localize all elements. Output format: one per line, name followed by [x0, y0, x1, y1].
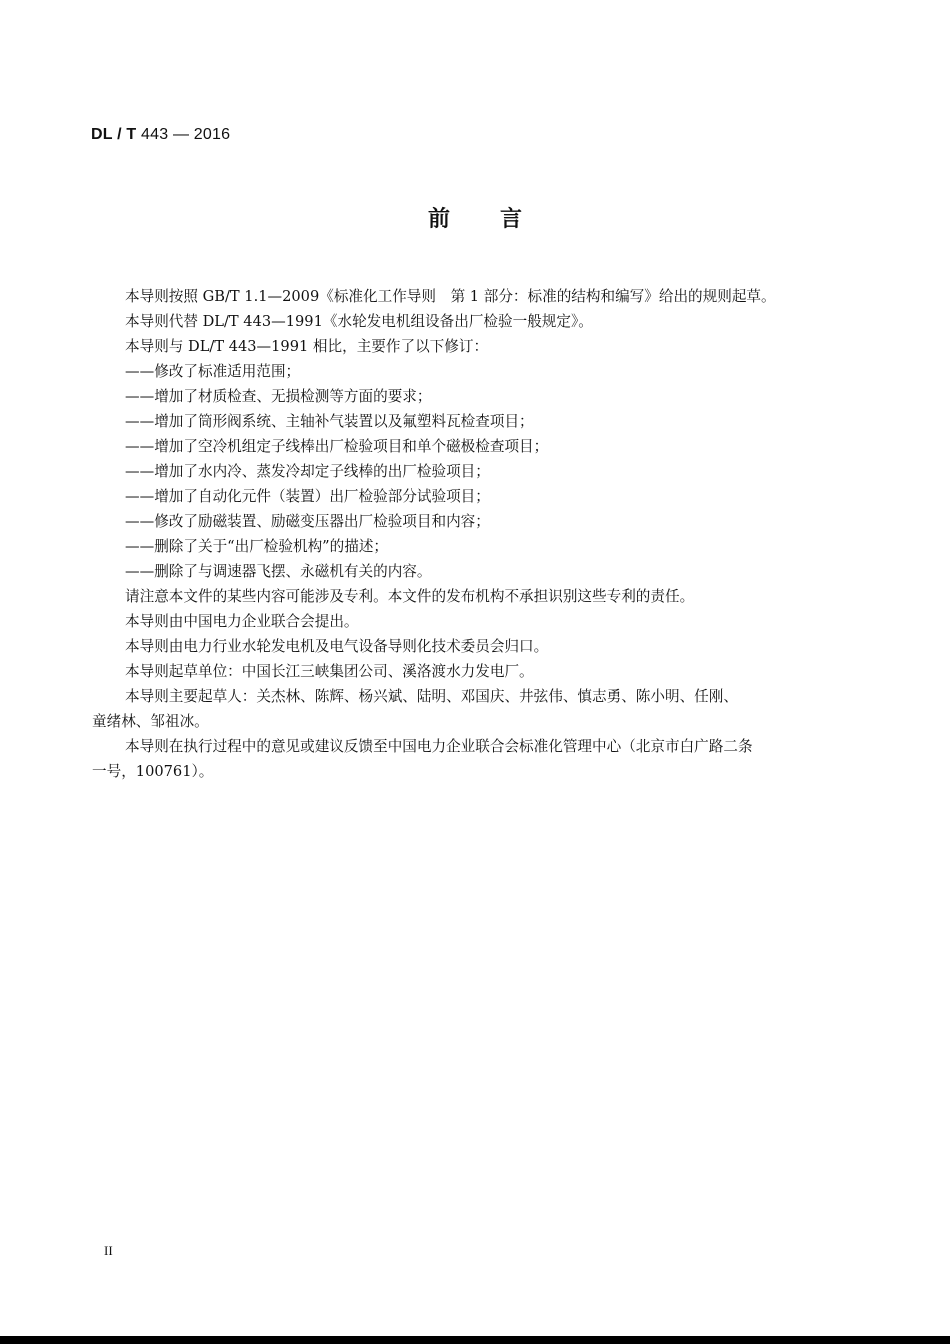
- paragraph-drafters-line2: 童绪林、邹祖冰。: [92, 713, 209, 730]
- revision-item: ——修改了标准适用范围；: [125, 363, 301, 380]
- revision-item: ——增加了自动化元件（装置）出厂检验部分试验项目；: [125, 488, 490, 505]
- paragraph-committee: 本导则由电力行业水轮发电机及电气设备导则化技术委员会归口。: [125, 638, 549, 655]
- paragraph-patent-notice: 请注意本文件的某些内容可能涉及专利。本文件的发布机构不承担识别这些专利的责任。: [125, 588, 695, 605]
- paragraph-drafters-line1: 本导则主要起草人：关杰林、陈辉、杨兴斌、陆明、邓国庆、井弦伟、慎志勇、陈小明、任刚、: [125, 688, 738, 705]
- paragraph-drafting-units: 本导则起草单位：中国长江三峡集团公司、溪洛渡水力发电厂。: [125, 663, 534, 680]
- revision-item: ——删除了与调速器飞摆、永磁机有关的内容。: [125, 563, 432, 580]
- revision-item: ——增加了水内冷、蒸发冷却定子线棒的出厂检验项目；: [125, 463, 490, 480]
- paragraph-proposer: 本导则由中国电力企业联合会提出。: [125, 613, 359, 630]
- page-title: 前言: [427, 207, 572, 232]
- paragraph-feedback-line2: 一号，100761）。: [92, 763, 214, 780]
- paragraph-changes-intro: 本导则与 DL/T 443—1991 相比，主要作了以下修订：: [125, 338, 489, 355]
- standard-code: [91, 124, 230, 146]
- revision-item: ——修改了励磁装置、励磁变压器出厂检验项目和内容；: [125, 513, 490, 530]
- foreword-body: [92, 284, 844, 784]
- bottom-border: [0, 1336, 950, 1344]
- paragraph-replaces: 本导则代替 DL/T 443—1991《水轮发电机组设备出厂检验一般规定》。: [125, 313, 593, 330]
- standard-number: 443 — 2016: [141, 126, 231, 143]
- standard-prefix: DL / T: [91, 126, 137, 143]
- revision-item: ——增加了材质检查、无损检测等方面的要求；: [125, 388, 432, 405]
- revision-item: ——增加了筒形阀系统、主轴补气装置以及氟塑料瓦检查项目；: [125, 413, 534, 430]
- paragraph-drafting-rules: 本导则按照 GB/T 1.1—2009《标准化工作导则 第 1 部分：标准的结构和编写》给出的规则起草。: [125, 288, 776, 305]
- page-number: II: [104, 1243, 113, 1258]
- revision-item: ——删除了关于“出厂检验机构”的描述；: [125, 538, 389, 555]
- revision-item: ——增加了空冷机组定子线棒出厂检验项目和单个磁极检查项目；: [125, 438, 549, 455]
- paragraph-feedback-line1: 本导则在执行过程中的意见或建议反馈至中国电力企业联合会标准化管理中心（北京市白广路二条: [125, 738, 753, 755]
